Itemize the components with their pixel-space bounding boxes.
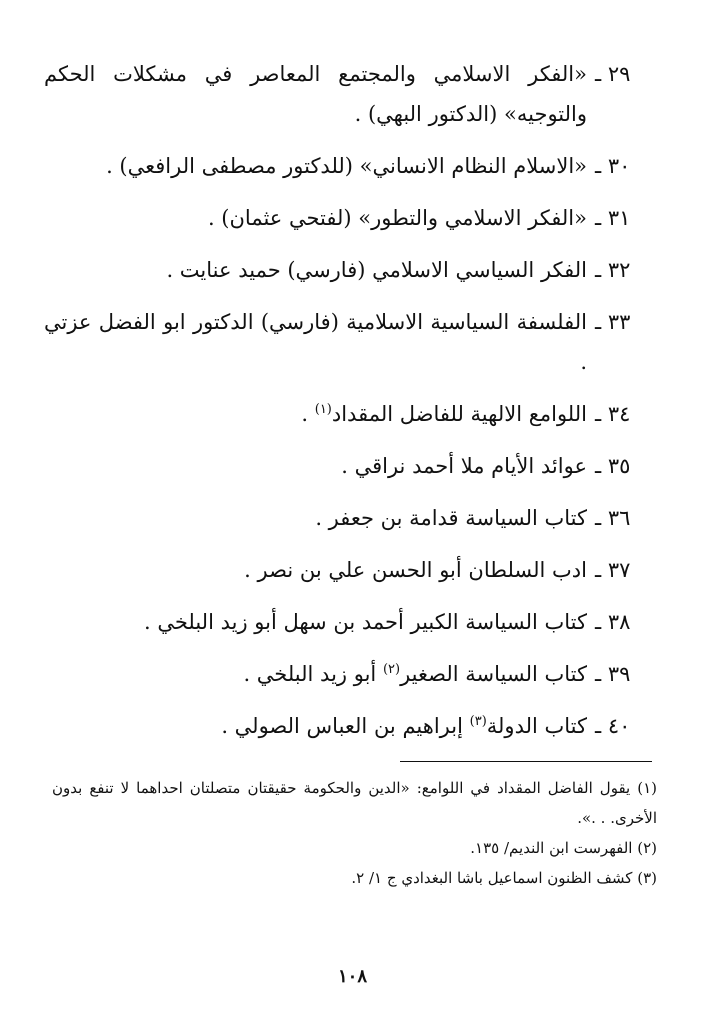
footnote-divider (400, 761, 652, 762)
footnote-ref: (٣) (469, 714, 487, 729)
bibliography-list (44, 54, 631, 758)
entry-number: ٣٧ ـ (595, 558, 631, 582)
entry-tail: أبو زيد البلخي . (243, 662, 383, 686)
list-item (44, 394, 631, 434)
entry-text (44, 654, 587, 694)
entry-text: «الفكر الاسلامي والمجتمع المعاصر في مشكلات الحكم والتوجيه» (الدكتور البهي) . (44, 62, 587, 126)
list-item (44, 602, 631, 642)
entry-text: الفكر السياسي الاسلامي (فارسي) حميد عنايت . (166, 258, 587, 282)
entry-text: «الفكر الاسلامي والتطور» (لفتحي عثمان) . (207, 206, 587, 230)
entry-number: ٣٨ ـ (595, 610, 631, 634)
entry-number: ٣٠ ـ (595, 154, 631, 178)
entry-text: كتاب السياسة الكبير أحمد بن سهل أبو زيد البلخي . (143, 610, 587, 634)
entry-number: ٤٠ ـ (595, 714, 631, 738)
entry-text: عوائد الأيام ملا أحمد نراقي . (341, 454, 587, 478)
list-item (44, 550, 631, 590)
entry-title: كتاب السياسة الصغير (400, 662, 587, 686)
entry-text: كتاب السياسة قدامة بن جعفر . (315, 506, 587, 530)
list-item (44, 146, 631, 186)
entry-number: ٣٤ ـ (595, 402, 631, 426)
entry-text: ادب السلطان أبو الحسن علي بن نصر . (244, 558, 587, 582)
entry-number: ٣٥ ـ (595, 454, 631, 478)
list-item (44, 654, 631, 694)
entry-title: اللوامع الالهية للفاضل المقداد (331, 402, 587, 426)
entry-tail: إبراهيم بن العباس الصولي . (221, 714, 470, 738)
entry-number: ٣٦ ـ (595, 506, 631, 530)
entry-text: «الاسلام النظام الانساني» (للدكتور مصطفى الرافعي) . (106, 154, 587, 178)
list-item (44, 498, 631, 538)
footnote-ref: (١) (314, 402, 332, 417)
entry-number: ٣٣ ـ (595, 310, 631, 334)
entry-number: ٢٩ ـ (595, 62, 631, 86)
footnote: (٣) كشف الظنون اسماعيل باشا البغدادي ج ١/ ٢. (351, 869, 657, 887)
footnote: (٢) الفهرست ابن النديم/ ١٣٥. (470, 839, 657, 857)
page-number: ١٠٨ (337, 966, 367, 987)
entry-number: ٣٢ ـ (595, 258, 631, 282)
footnotes (52, 773, 657, 893)
footnote: (١) يقول الفاضل المقداد في اللوامع: «الدين والحكومة حقيقتان متصلتان احداهما لا تنفع بدون الأخرى. . .». (52, 779, 657, 827)
list-item (44, 302, 631, 382)
list-item (44, 706, 631, 746)
entry-text: الفلسفة السياسية الاسلامية (فارسي) الدكتور ابو الفضل عزتي . (44, 310, 587, 374)
entry-tail: . (301, 402, 315, 426)
entry-number: ٣١ ـ (595, 206, 631, 230)
entry-number: ٣٩ ـ (595, 662, 631, 686)
list-item (44, 250, 631, 290)
entry-text (44, 394, 587, 434)
list-item (44, 446, 631, 486)
entry-text (44, 706, 587, 746)
list-item (44, 198, 631, 238)
footnote-ref: (٢) (382, 662, 401, 677)
list-item (44, 54, 631, 134)
entry-title: كتاب الدولة (486, 714, 587, 738)
